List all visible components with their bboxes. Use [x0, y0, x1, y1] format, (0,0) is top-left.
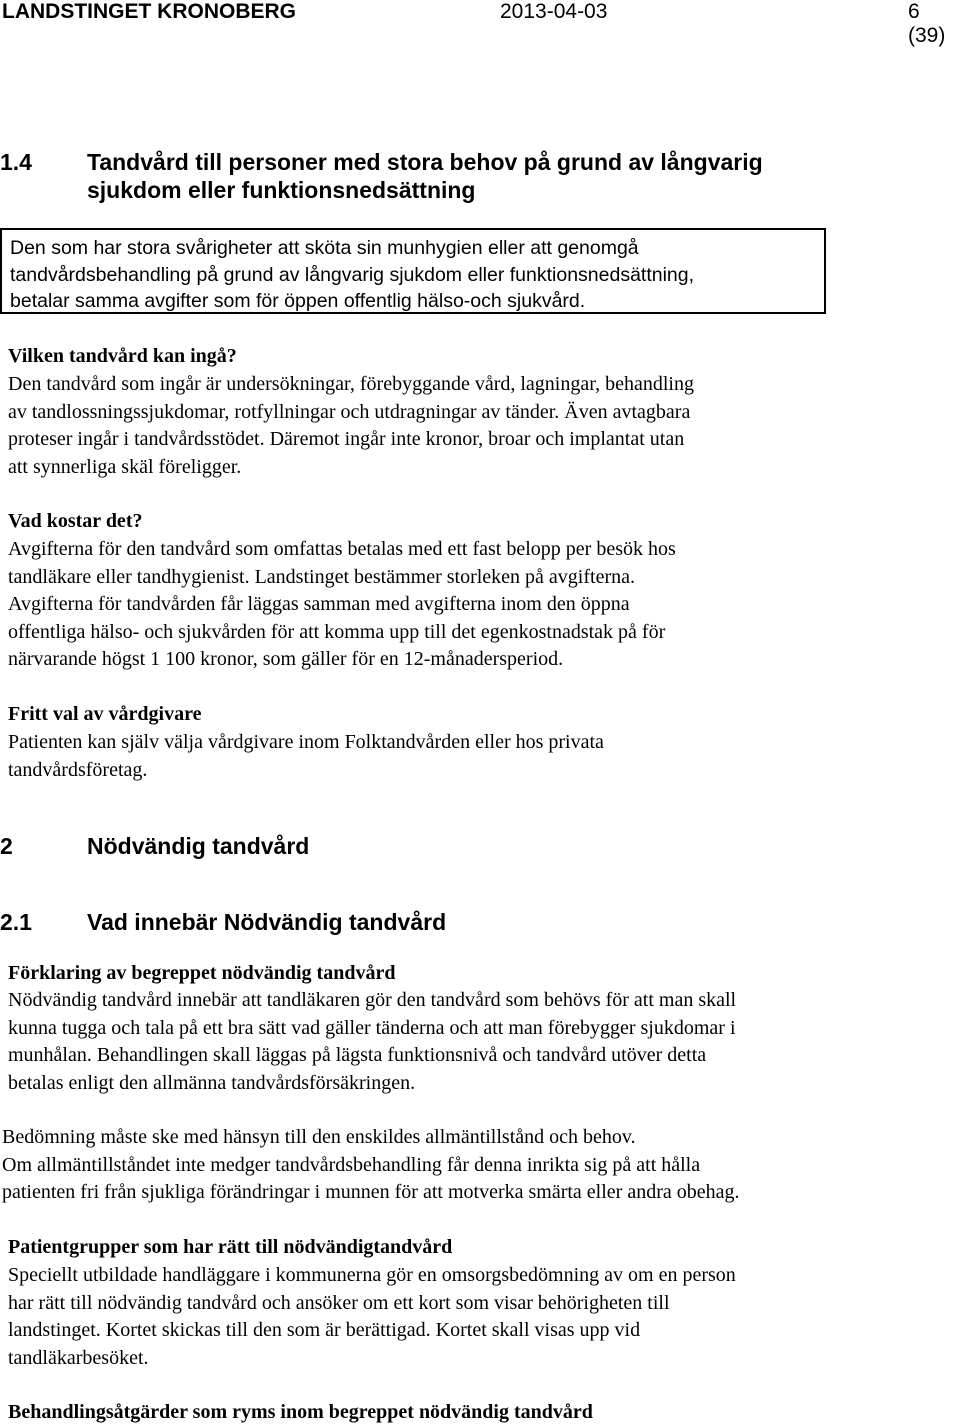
text-line: Bedömning måste ske med hänsyn till den enskildes allmäntillstånd och behov. [2, 1126, 636, 1148]
document-date: 2013-04-03 [500, 0, 608, 23]
paragraph-bedomning [2, 1124, 740, 1207]
section-title-line-2: sjukdom eller funktionsnedsättning [87, 177, 476, 203]
section-2-1-heading [0, 908, 960, 938]
section-number: 2.1 [0, 909, 32, 935]
subheading-vilken: Vilken tandvård kan ingå? [8, 345, 237, 367]
section-1-4-heading [0, 148, 960, 208]
paragraph-forklaring [8, 987, 736, 1097]
section-title: Nödvändig tandvård [87, 833, 310, 859]
subheading-forklaring: Förklaring av begreppet nödvändig tandvård [8, 962, 396, 984]
summary-line: tandvårdsbehandling på grund av långvarig sjukdom eller funktionsnedsättning, [10, 263, 695, 286]
text-line: tandläkare eller tandhygienist. Landstinget bestämmer storleken på avgifterna. [8, 565, 635, 588]
page-number: 6 (39) [908, 0, 946, 47]
section-number: 2 [0, 833, 13, 859]
text-line: munhålan. Behandlingen skall läggas på lägsta funktionsnivå och tandvård utöver detta [8, 1044, 707, 1066]
text-line: Speciellt utbildade handläggare i kommunerna gör en omsorgsbedömning av om en person [8, 1264, 736, 1286]
section-title-line-1: Tandvård till personer med stora behov på grund av långvarig [87, 149, 763, 175]
section-2-heading [0, 832, 960, 862]
text-line: tandvårdsföretag. [8, 758, 148, 781]
summary-line: betalar samma avgifter som för öppen offentlig hälso-och sjukvård. [10, 290, 586, 312]
text-line: Nödvändig tandvård innebär att tandläkaren gör den tandvård som behövs för att man skall [8, 989, 737, 1011]
text-line: att synnerliga skäl föreligger. [8, 455, 242, 478]
summary-box [0, 228, 826, 314]
text-line: Om allmäntillståndet inte medger tandvårdsbehandling får denna inrikta sig på att hålla [2, 1153, 701, 1176]
text-line: betalas enligt den allmänna tandvårdsförsäkringen. [8, 1071, 416, 1094]
text-line: Den tandvård som ingår är undersökningar, förebyggande vård, lagningar, behandling [8, 373, 694, 395]
text-line: offentliga hälso- och sjukvården för att komma upp till det egenkostnadstak på för [8, 620, 666, 643]
section-number: 1.4 [0, 149, 32, 175]
text-line: Avgifterna för tandvården får läggas samman med avgifterna inom den öppna [8, 593, 630, 615]
text-line: Patienten kan själv välja vårdgivare inom Folktandvården eller hos privata [8, 731, 604, 753]
text-line: kunna tugga och tala på ett bra sätt vad gäller tänderna och att man förebygger sjukdomar i [8, 1016, 736, 1039]
paragraph-patientgrupper [8, 1262, 736, 1372]
text-line: närvarande högst 1 100 kronor, som gäller för en 12-månadersperiod. [8, 648, 564, 670]
subheading-patientgrupper: Patientgrupper som har rätt till nödvändigtandvård [8, 1236, 453, 1258]
paragraph-vilken [8, 371, 694, 481]
text-line: proteser ingår i tandvårdsstödet. Däremot ingår inte kronor, broar och implantat utan [8, 428, 685, 450]
text-line: patienten fri från sjukliga förändringar i munnen för att motverka smärta eller andra obehag. [2, 1181, 740, 1203]
text-line: av tandlossningssjukdomar, rotfyllningar och utdragningar av tänder. Även avtagbara [8, 400, 691, 423]
summary-line: Den som har stora svårigheter att sköta sin munhygien eller att genomgå [10, 237, 639, 259]
text-line: har rätt till nödvändig tandvård och ansöker om ett kort som visar behörigheten till [8, 1291, 670, 1314]
section-title: Vad innebär Nödvändig tandvård [87, 909, 447, 935]
paragraph-vad-kostar [8, 536, 676, 674]
paragraph-fritt-val [8, 729, 604, 784]
text-line: landstinget. Kortet skickas till den som är berättigad. Kortet skall visas upp vid [8, 1319, 641, 1341]
summary-text [10, 235, 824, 315]
text-line: tandläkarbesöket. [8, 1346, 149, 1369]
document-header-title: LANDSTINGET KRONOBERG [2, 0, 296, 23]
subheading-fritt-val: Fritt val av vårdgivare [8, 703, 202, 725]
subheading-behandlingsatgarder: Behandlingsåtgärder som ryms inom begreppet nödvändig tandvård [8, 1401, 593, 1423]
subheading-vad-kostar: Vad kostar det? [8, 510, 143, 532]
text-line: Avgifterna för den tandvård som omfattas betalas med ett fast belopp per besök hos [8, 538, 676, 560]
